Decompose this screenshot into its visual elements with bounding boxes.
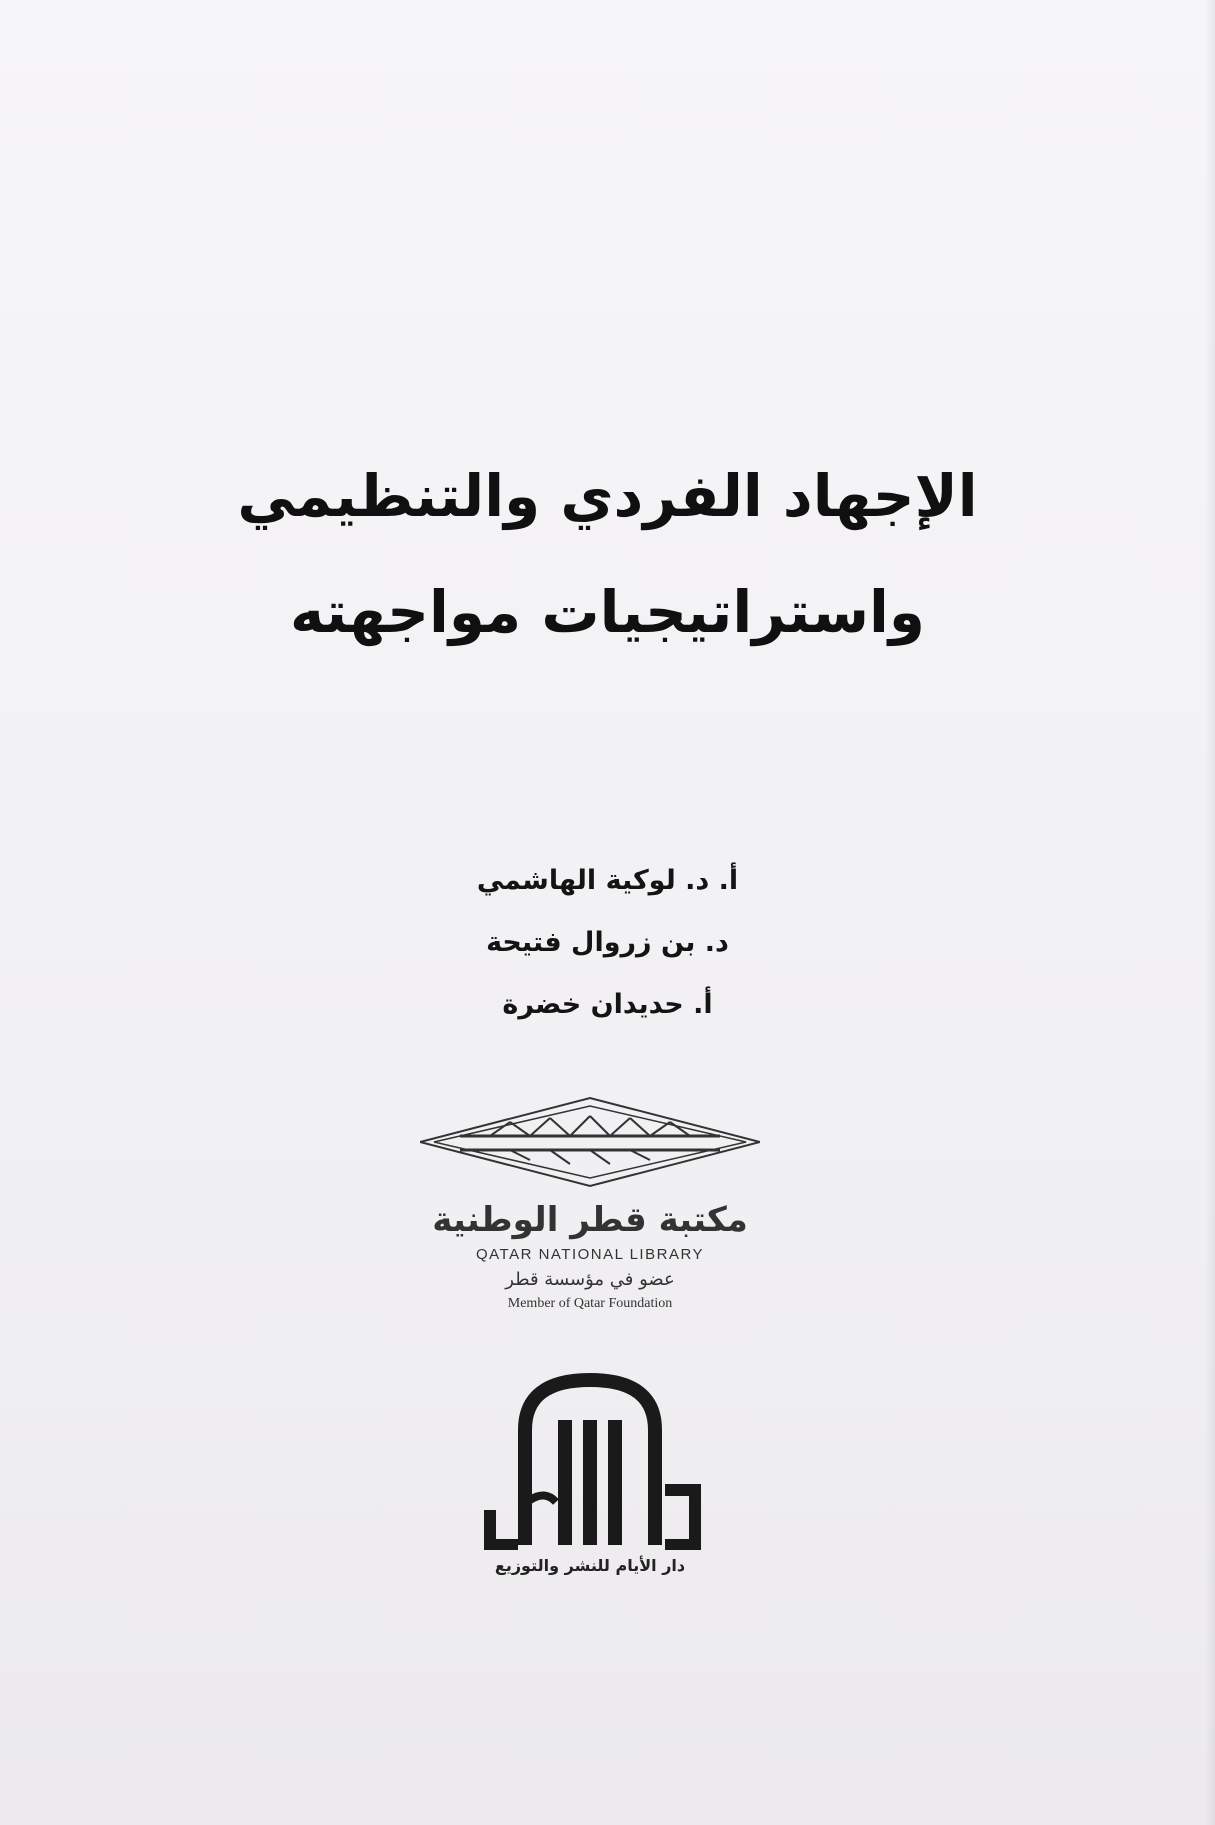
author-2: د. بن زروال فتيحة [486, 927, 729, 958]
publisher-logo [470, 1370, 710, 1600]
library-member-english: Member of Qatar Foundation [507, 1296, 673, 1311]
bridge-diamond-icon [420, 1092, 760, 1192]
book-title-line-2: واستراتيجيات مواجهته [290, 578, 925, 646]
author-1: أ. د. لوكية الهاشمي [476, 865, 739, 896]
library-name-english: QATAR NATIONAL LIBRARY [475, 1246, 705, 1263]
author-3: أ. حديدان خضرة [502, 989, 713, 1020]
publisher-caption: دار الأيام للنشر والتوزيع [494, 1556, 686, 1575]
library-member-arabic: عضو في مؤسسة قطر [505, 1269, 675, 1290]
publisher-arch-logo [470, 1370, 710, 1550]
library-stamp [420, 1092, 760, 1322]
library-name-arabic: مكتبة قطر الوطنية [432, 1200, 748, 1240]
book-title-line-1: الإجهاد الفردي والتنظيمي [237, 462, 978, 530]
author-list [0, 850, 1215, 1036]
